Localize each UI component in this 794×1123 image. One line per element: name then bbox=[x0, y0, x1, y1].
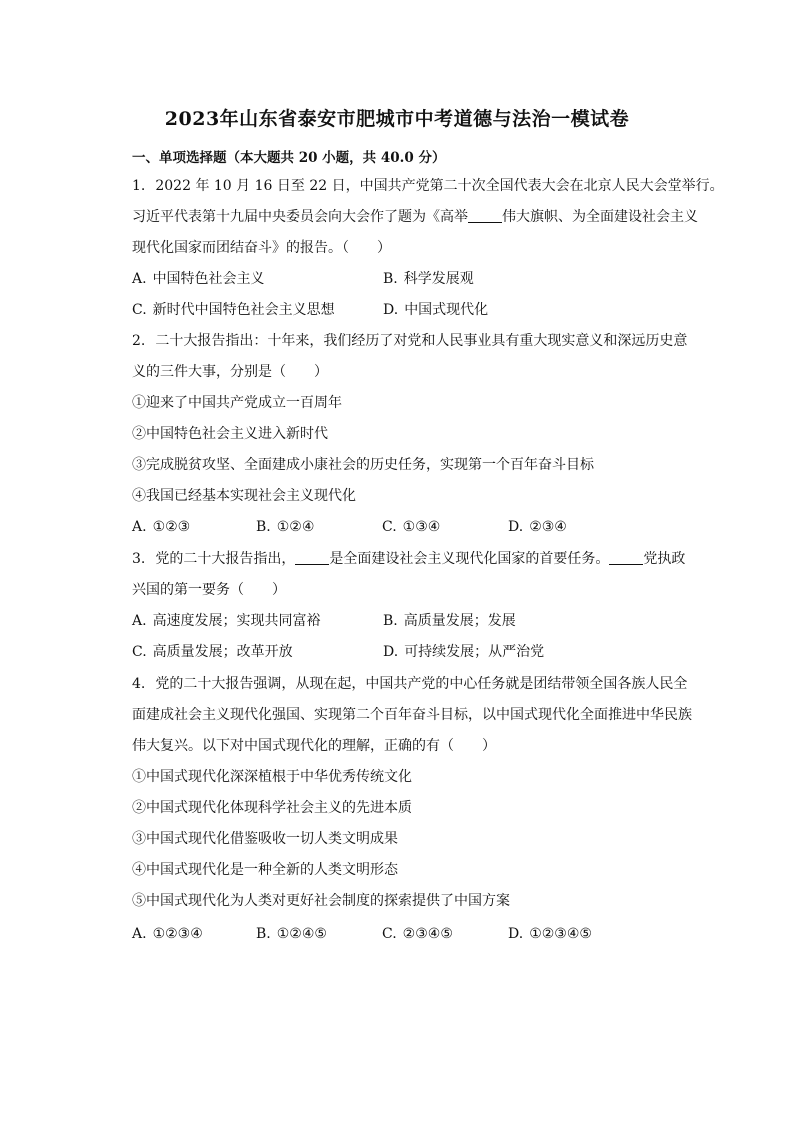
option-label: A. bbox=[132, 271, 147, 287]
option-c[interactable] bbox=[132, 643, 293, 661]
option-label: D. bbox=[508, 519, 524, 535]
statement-item: ③完成脱贫攻坚、全面建成小康社会的历史任务，实现第一个百年奋斗目标 bbox=[132, 457, 594, 473]
answer-blank bbox=[295, 550, 329, 565]
option-label: A. bbox=[132, 926, 147, 942]
question-3-line-2: 兴国的第一要务（ ） bbox=[132, 582, 286, 598]
option-text: 中国特色社会主义 bbox=[152, 271, 265, 287]
question-number: 2. bbox=[132, 333, 146, 349]
option-text: 新时代中国特色社会主义思想 bbox=[152, 302, 335, 318]
option-text: ②③④⑤ bbox=[402, 926, 453, 942]
option-text: ①②③ bbox=[152, 519, 191, 535]
statement-item: ①中国式现代化深深植根于中华优秀传统文化 bbox=[132, 769, 412, 785]
question-text: 二十大报告指出：十年来，我们经历了对党和人民事业具有重大现实意义和深远历史意 bbox=[155, 333, 688, 349]
option-text: 高速度发展；实现共同富裕 bbox=[152, 613, 321, 629]
question-4-line-1 bbox=[132, 675, 687, 693]
option-text: ②③④ bbox=[529, 519, 567, 535]
option-d[interactable] bbox=[383, 301, 488, 319]
option-d[interactable] bbox=[508, 518, 567, 536]
statement-item: ②中国特色社会主义进入新时代 bbox=[132, 426, 328, 442]
question-text: 党的二十大报告强调，从现在起，中国共产党的中心任务就是团结带领全国各族人民全 bbox=[155, 676, 688, 692]
answer-blank bbox=[609, 550, 643, 565]
option-d[interactable] bbox=[383, 643, 544, 661]
option-label: B. bbox=[383, 271, 398, 287]
option-b[interactable] bbox=[383, 270, 474, 288]
option-label: C. bbox=[382, 926, 397, 942]
question-1-line-3: 现代化国家而团结奋斗》的报告。（ ） bbox=[132, 240, 391, 256]
option-text: ①③④ bbox=[402, 519, 441, 535]
option-label: D. bbox=[508, 926, 524, 942]
option-d[interactable] bbox=[508, 925, 592, 943]
question-text: 党的二十大报告指出， bbox=[155, 551, 296, 567]
section-heading: 一、单项选择题（本大题共 20 小题，共 40.0 分） bbox=[132, 150, 446, 166]
question-text: 2022 年 10 月 16 日至 22 日，中国共产党第二十次全国代表大会在北京人民大会堂举行。 bbox=[155, 178, 724, 194]
option-a[interactable] bbox=[132, 612, 321, 630]
option-a[interactable] bbox=[132, 925, 203, 943]
question-2-line-1 bbox=[132, 332, 687, 350]
option-b[interactable] bbox=[383, 612, 516, 630]
question-2-line-2: 义的三件大事，分别是（ ） bbox=[132, 364, 328, 380]
option-text: 高质量发展；改革开放 bbox=[152, 644, 293, 660]
question-number: 3. bbox=[132, 551, 146, 567]
option-b[interactable] bbox=[256, 518, 314, 536]
statement-item: ①迎来了中国共产党成立一百周年 bbox=[132, 395, 342, 411]
question-number: 1. bbox=[132, 178, 146, 194]
option-b[interactable] bbox=[256, 925, 327, 943]
option-label: D. bbox=[383, 644, 399, 660]
option-text: ①②④⑤ bbox=[276, 926, 327, 942]
option-text: ①②④ bbox=[276, 519, 315, 535]
question-1-line-1 bbox=[132, 177, 724, 195]
question-text: 是全面建设社会主义现代化国家的首要任务。 bbox=[329, 551, 610, 567]
question-text: 党执政 bbox=[643, 551, 686, 567]
question-3-line-1 bbox=[132, 550, 685, 568]
statement-item: ③中国式现代化借鉴吸收一切人类文明成果 bbox=[132, 831, 398, 847]
question-text: 习近平代表第十九届中央委员会向大会作了题为《高举 bbox=[132, 209, 468, 225]
option-text: ①②③④ bbox=[152, 926, 203, 942]
question-number: 4. bbox=[132, 676, 146, 692]
option-c[interactable] bbox=[382, 518, 440, 536]
question-1-line-2 bbox=[132, 208, 698, 226]
option-text: ①②③④⑤ bbox=[529, 926, 592, 942]
option-label: C. bbox=[382, 519, 397, 535]
question-text: 伟大旗帜、为全面建设社会主义 bbox=[502, 209, 698, 225]
exam-title: 2023年山东省泰安市肥城市中考道德与法治一模试卷 bbox=[164, 108, 630, 130]
option-label: B. bbox=[256, 926, 271, 942]
option-c[interactable] bbox=[382, 925, 453, 943]
statement-item: ④我国已经基本实现社会主义现代化 bbox=[132, 488, 356, 504]
statement-item: ②中国式现代化体现科学社会主义的先进本质 bbox=[132, 800, 412, 816]
statement-item: ④中国式现代化是一种全新的人类文明形态 bbox=[132, 862, 398, 878]
option-label: C. bbox=[132, 302, 147, 318]
statement-item: ⑤中国式现代化为人类对更好社会制度的探索提供了中国方案 bbox=[132, 893, 510, 909]
option-text: 高质量发展；发展 bbox=[403, 613, 516, 629]
option-label: B. bbox=[256, 519, 271, 535]
question-4-line-3: 伟大复兴。以下对中国式现代化的理解，正确的有（ ） bbox=[132, 738, 496, 754]
option-text: 可持续发展；从严治党 bbox=[404, 644, 545, 660]
option-label: A. bbox=[132, 519, 147, 535]
option-label: C. bbox=[132, 644, 147, 660]
option-a[interactable] bbox=[132, 518, 190, 536]
answer-blank bbox=[468, 208, 502, 223]
option-label: D. bbox=[383, 302, 399, 318]
question-4-line-2: 面建成社会主义现代化强国、实现第二个百年奋斗目标，以中国式现代化全面推进中华民族 bbox=[132, 707, 692, 723]
option-text: 中国式现代化 bbox=[404, 302, 489, 318]
option-a[interactable] bbox=[132, 270, 265, 288]
option-text: 科学发展观 bbox=[403, 271, 474, 287]
option-label: B. bbox=[383, 613, 398, 629]
option-c[interactable] bbox=[132, 301, 335, 319]
option-label: A. bbox=[132, 613, 147, 629]
